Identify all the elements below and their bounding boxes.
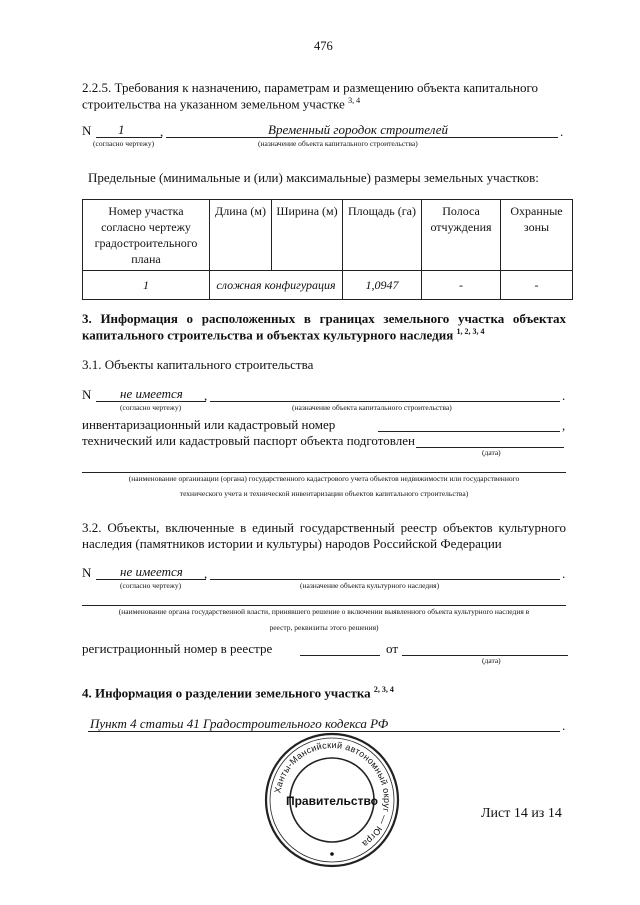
header-plot-number: Номер участка согласно чертежу градостроительного плана — [83, 200, 210, 271]
section-3-title-line2: капитального строительства и объектах культурного наследия $^{1, 2, 3, 4}$ — [82, 327, 485, 343]
caption-drawing: (согласно чертежу) — [93, 139, 155, 148]
section-32-title-line1: 3.2. Объекты, включенные в единый государственный реестр объектов культурного — [82, 520, 566, 535]
header-protected-zones: Охранные зоны — [501, 200, 573, 271]
n-label: N — [82, 387, 92, 402]
government-seal — [262, 730, 402, 870]
section-3-title-line1: 3. Информация о расположенных в границах земельного участка объектах — [82, 311, 566, 326]
header-area: Площадь (га) — [343, 200, 422, 271]
comma: , — [160, 124, 164, 139]
section-4-footnote: 2, 3, 4 — [373, 685, 394, 694]
dot: . — [560, 124, 564, 139]
objects-31-value: не имеется — [120, 386, 183, 401]
comma: , — [562, 418, 566, 433]
object-purpose-value: Временный городок строителей — [268, 122, 448, 137]
header-strip: Полоса отчуждения — [422, 200, 501, 271]
seal-center-text: Правительство — [285, 794, 379, 808]
dot: . — [562, 566, 566, 581]
inventory-label: инвентаризационный или кадастровый номер — [82, 417, 336, 432]
cell-area: 1,0947 — [343, 271, 422, 300]
cell-plot-number: 1 — [83, 271, 210, 300]
cell-protected-zones: - — [501, 271, 573, 300]
sheet-counter: Лист 14 из 14 — [481, 806, 562, 821]
section-32-title-line2: наследия (памятников истории и культуры) народов Российской Федерации — [82, 536, 502, 551]
plot-size-table — [82, 199, 573, 300]
caption-purpose: (назначение объекта капитального строительства) — [258, 139, 418, 148]
dot: . — [562, 388, 566, 403]
passport-label: технический или кадастровый паспорт объекта подготовлен — [82, 433, 415, 448]
cell-strip: - — [422, 271, 501, 300]
header-length: Длина (м) — [210, 200, 272, 271]
comma: , — [204, 388, 208, 403]
caption-date: (дата) — [482, 656, 501, 665]
section-4-title: 4. Информация о разделении земельного участка $^{2, 3, 4}$ — [82, 685, 394, 701]
section-31-title: 3.1. Объекты капитального строительства — [82, 357, 314, 372]
section-225-footnote: 3, 4 — [348, 96, 361, 105]
caption-purpose: (назначение объекта культурного наследия) — [300, 581, 440, 590]
seal-ring-text: Ханты-Мансийский автономный округ — Югра — [272, 739, 393, 850]
header-width: Ширина (м) — [272, 200, 343, 271]
comma: , — [204, 566, 208, 581]
plot-number-value: 1 — [118, 122, 125, 137]
cell-dimensions: сложная конфигурация — [210, 271, 343, 300]
limits-title: Предельные (минимальные и (или) максимальные) размеры земельных участков: — [88, 170, 539, 185]
caption-drawing: (согласно чертежу) — [120, 403, 182, 412]
section-225-title-line1: 2.2.5. Требования к назначению, параметрам и размещению объекта капитального — [82, 80, 538, 95]
n-label: N — [82, 123, 92, 138]
page-number: 476 — [314, 39, 333, 53]
table-header-row — [83, 200, 573, 271]
caption-drawing: (согласно чертежу) — [120, 581, 182, 590]
authority-caption-line2: реестр, реквизиты этого решения) — [269, 623, 379, 632]
dot: . — [562, 718, 566, 733]
objects-32-value: не имеется — [120, 564, 183, 579]
registry-number-label: регистрационный номер в реестре — [82, 641, 273, 656]
caption-purpose: (назначение объекта капитального строительства) — [292, 403, 452, 412]
section-3-footnote: 1, 2, 3, 4 — [456, 327, 485, 336]
from-label: от — [386, 641, 399, 656]
org-caption-line2: технического учета и технической инвентаризации объектов капитального строительства) — [179, 489, 469, 498]
division-value: Пункт 4 статьи 41 Градостроительного кодекса РФ — [90, 716, 389, 731]
section-225-title-line2: строительства на указанном земельном участке $^{3, 4}$ — [82, 96, 361, 112]
table-row — [83, 271, 573, 300]
authority-caption-line1: (наименование органа государственной власти, принявшего решение о включении выявленного объекта культурного наследия в — [118, 607, 530, 616]
caption-date: (дата) — [482, 448, 501, 457]
n-label: N — [82, 565, 92, 580]
org-caption-line1: (наименование организации (органа) государственного кадастрового учета объектов недвижимости или государственного — [128, 474, 520, 483]
